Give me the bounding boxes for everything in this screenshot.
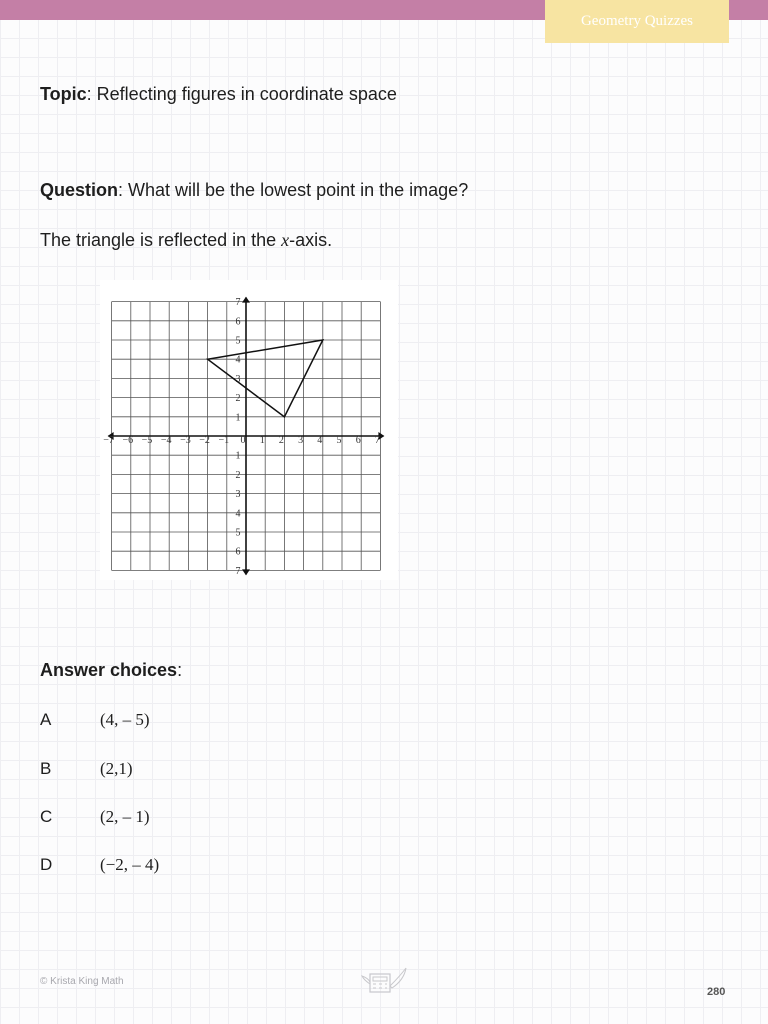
y-tick-label: 2 <box>235 469 241 481</box>
answers-title-label: Answer choices <box>40 660 178 680</box>
x-tick-label: 6 <box>355 435 361 446</box>
y-tick-label: 3 <box>235 373 241 385</box>
topic-text: : Reflecting figures in coordinate space <box>86 84 397 104</box>
y-tick-label: 6 <box>235 316 241 328</box>
choice-letter: C <box>40 807 53 826</box>
answers-title-suffix: : <box>177 660 183 680</box>
x-tick-label: −1 <box>218 435 230 446</box>
stem-variable: x <box>281 230 290 250</box>
coordinate-plane <box>100 280 398 580</box>
question-stem <box>40 230 332 251</box>
y-tick-label: 3 <box>235 489 241 501</box>
section-tab: Geometry Quizzes <box>545 0 729 43</box>
answer-choice-c[interactable] <box>40 807 440 831</box>
question-label: Question <box>40 180 119 200</box>
x-tick-label: 1 <box>259 435 265 446</box>
choice-value: (4, – 5) <box>100 710 150 729</box>
y-tick-label: 5 <box>235 527 241 539</box>
x-tick-label: 7 <box>374 435 380 446</box>
choice-letter: B <box>40 759 52 778</box>
y-tick-label: 2 <box>235 393 241 405</box>
x-tick-label: 0 <box>240 435 246 446</box>
x-tick-label: 2 <box>278 435 284 446</box>
page-number: 280 <box>707 986 726 998</box>
stem-after: -axis. <box>289 230 333 250</box>
topic-label: Topic <box>40 84 87 104</box>
y-tick-label: 7 <box>235 565 241 577</box>
choice-letter: A <box>40 710 52 729</box>
y-tick-label: 1 <box>235 450 241 462</box>
x-tick-label: −3 <box>180 435 191 446</box>
y-tick-label: 7 <box>235 297 241 309</box>
x-tick-label: 3 <box>298 435 304 446</box>
answer-choice-a[interactable] <box>40 710 440 734</box>
x-tick-label: 4 <box>317 435 323 446</box>
x-tick-label: −2 <box>199 435 210 446</box>
x-tick-label: −4 <box>160 435 172 446</box>
x-tick-label: −6 <box>122 435 134 446</box>
y-tick-label: 6 <box>235 546 241 558</box>
choice-value: (2,1) <box>100 759 133 778</box>
choice-value: (2, – 1) <box>100 807 150 826</box>
coordinate-graph <box>100 280 398 580</box>
y-tick-label: 5 <box>235 335 241 347</box>
choice-value: (−2, – 4) <box>100 855 160 874</box>
x-tick-label: 5 <box>336 435 342 446</box>
question-text: : What will be the lowest point in the image? <box>118 180 469 200</box>
x-tick-label: −7 <box>103 435 114 446</box>
answer-choice-d[interactable] <box>40 855 440 879</box>
stem-before: The triangle is reflected in the <box>40 230 282 250</box>
calculator-leaf-icon <box>360 966 408 1001</box>
y-axis-arrow-up <box>242 297 250 303</box>
answer-choice-b[interactable] <box>40 759 440 783</box>
y-axis-arrow-down <box>242 569 250 575</box>
choice-letter: D <box>40 855 53 874</box>
topic-line <box>40 84 397 105</box>
answers-title <box>40 660 182 681</box>
y-tick-label: 1 <box>235 412 241 424</box>
y-tick-label: 4 <box>235 354 241 366</box>
x-tick-label: −5 <box>141 435 153 446</box>
question-line <box>40 180 468 201</box>
y-tick-label: 4 <box>235 508 241 520</box>
footer-copyright: © Krista King Math <box>40 976 124 987</box>
